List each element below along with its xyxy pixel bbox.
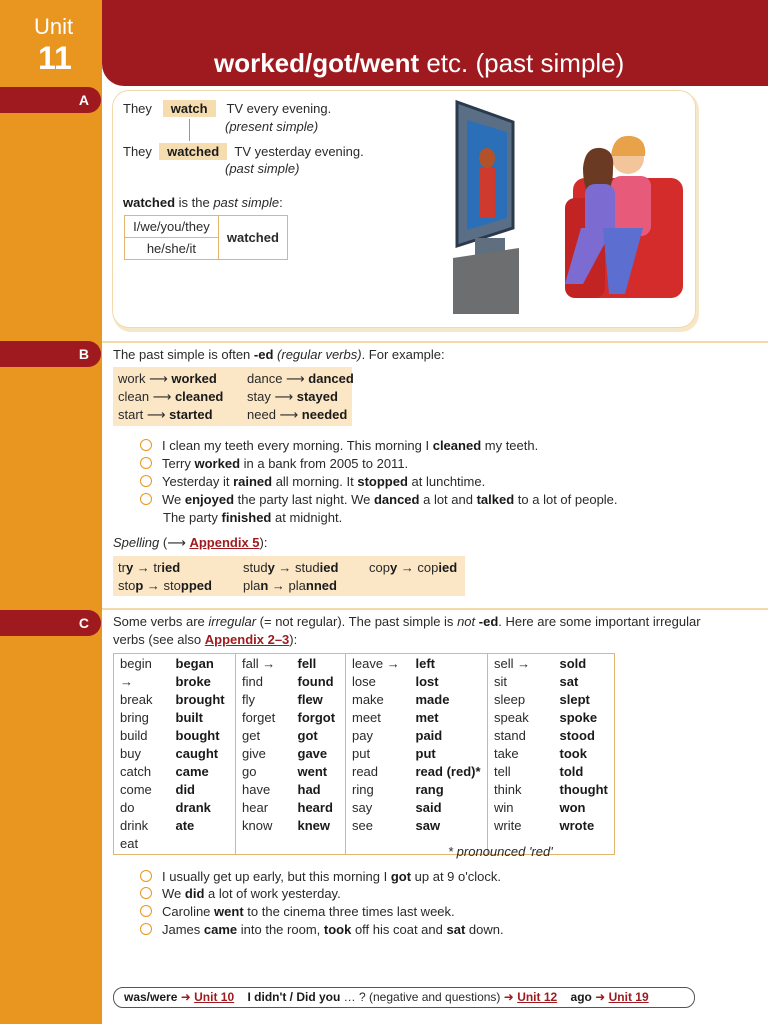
unit-number: 11 bbox=[38, 40, 72, 76]
past-verb: met bbox=[415, 710, 439, 725]
base-verb: leave → bbox=[352, 656, 400, 671]
section-b-tag: B bbox=[0, 341, 101, 367]
past-verb: gave bbox=[297, 746, 328, 761]
base-verb: make bbox=[352, 692, 384, 707]
past-verb: got bbox=[297, 728, 318, 743]
past-verb: drank bbox=[175, 800, 211, 815]
base-verb: fall → bbox=[242, 656, 276, 671]
past-verb: read (red)* bbox=[415, 764, 481, 779]
past-verb: caught bbox=[175, 746, 219, 761]
past-verb-column bbox=[170, 654, 236, 855]
past-verb: left bbox=[415, 656, 435, 671]
section-b-divider bbox=[102, 341, 768, 343]
past-verb: wrote bbox=[559, 818, 595, 833]
example-sentence: We enjoyed the party last night. We danced a lot and talked to a lot of people. bbox=[140, 492, 618, 507]
past-verb: bought bbox=[175, 728, 220, 743]
section-b-intro: The past simple is often -ed (regular verbs). For example: bbox=[113, 347, 445, 362]
past-verb: sold bbox=[559, 656, 587, 671]
example-sentence: We did a lot of work yesterday. bbox=[140, 886, 341, 901]
past-verb: thought bbox=[559, 782, 608, 797]
past-verb: did bbox=[175, 782, 195, 797]
section-a-box: They watch TV every evening. (present simple) They watched TV yesterday evening. (past simple) watched is the past simple: I/we/you/they watched he/she/it bbox=[113, 91, 695, 327]
past-verb: won bbox=[559, 800, 586, 815]
base-verb: come bbox=[120, 782, 152, 797]
past-verb: slept bbox=[559, 692, 590, 707]
past-verb-column bbox=[292, 654, 346, 855]
base-verb: have bbox=[242, 782, 271, 797]
base-verb: lose bbox=[352, 674, 376, 689]
section-c-intro: Some verbs are irregular (= not regular). The past simple is not -ed. Here are some important irregular bbox=[113, 614, 701, 629]
title-bar bbox=[102, 0, 768, 86]
base-verb: catch bbox=[120, 764, 152, 779]
base-verb: sit bbox=[494, 674, 507, 689]
past-verb: began bbox=[175, 656, 214, 671]
base-verb: ring bbox=[352, 782, 374, 797]
example-sentence: I clean my teeth every morning. This morning I cleaned my teeth. bbox=[140, 438, 538, 453]
spelling-label: Spelling (⟶ Appendix 5): bbox=[113, 535, 268, 550]
past-verb: ate bbox=[175, 818, 195, 833]
base-verb: speak bbox=[494, 710, 529, 725]
base-verb: stand bbox=[494, 728, 526, 743]
base-verb: eat bbox=[120, 836, 139, 851]
past-verb: knew bbox=[297, 818, 331, 833]
section-a-tag: A bbox=[0, 87, 101, 113]
past-verb-column bbox=[410, 654, 488, 855]
watched-sentence: They watched TV yesterday evening. bbox=[123, 144, 364, 159]
past-verb: put bbox=[415, 746, 436, 761]
base-verb: tell bbox=[494, 764, 511, 779]
base-verb-column bbox=[488, 654, 554, 855]
base-verb: fly bbox=[242, 692, 255, 707]
past-verb: went bbox=[297, 764, 328, 779]
example-sentence: James came into the room, took off his coat and sat down. bbox=[140, 922, 504, 937]
section-c-divider bbox=[102, 608, 768, 610]
unit-12-link[interactable]: Unit 12 bbox=[517, 990, 558, 1004]
irregular-verbs-table bbox=[113, 653, 615, 855]
past-verb: saw bbox=[415, 818, 441, 833]
connector-line bbox=[189, 119, 190, 141]
past-verb: sat bbox=[559, 674, 579, 689]
past-verb: came bbox=[175, 764, 209, 779]
base-verb: buy bbox=[120, 746, 141, 761]
example-sentence: Caroline went to the cinema three times last week. bbox=[140, 904, 455, 919]
base-verb: forget bbox=[242, 710, 276, 725]
base-verb: begin → bbox=[120, 656, 152, 689]
base-verb: put bbox=[352, 746, 371, 761]
pronunciation-note: * pronounced 'red' bbox=[448, 844, 553, 859]
unit-19-link[interactable]: Unit 19 bbox=[608, 990, 649, 1004]
base-verb: think bbox=[494, 782, 522, 797]
example-sentence: Yesterday it rained all morning. It stopped at lunchtime. bbox=[140, 474, 485, 489]
past-verb: paid bbox=[415, 728, 443, 743]
past-verb: heard bbox=[297, 800, 333, 815]
unit-label: Unit bbox=[34, 14, 74, 39]
appendix-2-3-link[interactable]: Appendix 2–3 bbox=[204, 632, 290, 647]
past-verb: made bbox=[415, 692, 450, 707]
base-verb: meet bbox=[352, 710, 381, 725]
base-verb: hear bbox=[242, 800, 269, 815]
example-sentence: I usually get up early, but this morning I got up at 9 o'clock. bbox=[140, 869, 501, 884]
base-verb: take bbox=[494, 746, 519, 761]
base-verb: pay bbox=[352, 728, 373, 743]
base-verb-column bbox=[346, 654, 410, 855]
page-title: worked/got/went etc. (past simple) bbox=[214, 48, 625, 78]
base-verb: do bbox=[120, 800, 135, 815]
past-verb: said bbox=[415, 800, 442, 815]
example-sentence: The party finished at midnight. bbox=[163, 510, 343, 525]
past-simple-table: I/we/you/they watched he/she/it bbox=[124, 215, 288, 260]
past-verb: built bbox=[175, 710, 203, 725]
base-verb: sell → bbox=[494, 656, 531, 671]
base-verb: give bbox=[242, 746, 266, 761]
base-verb-column bbox=[236, 654, 292, 855]
past-verb: had bbox=[297, 782, 321, 797]
past-verb: took bbox=[559, 746, 587, 761]
section-c-tag: C bbox=[0, 610, 101, 636]
base-verb: drink bbox=[120, 818, 149, 833]
base-verb: sleep bbox=[494, 692, 526, 707]
base-verb: find bbox=[242, 674, 263, 689]
past-verb: spoke bbox=[559, 710, 598, 725]
past-verb: fell bbox=[297, 656, 317, 671]
base-verb: write bbox=[494, 818, 522, 833]
base-verb: say bbox=[352, 800, 373, 815]
past-verb: stood bbox=[559, 728, 595, 743]
past-verb: found bbox=[297, 674, 334, 689]
unit-sidebar bbox=[0, 0, 102, 1024]
example-sentence: Terry worked in a bank from 2005 to 2011. bbox=[140, 456, 408, 471]
past-verb: flew bbox=[297, 692, 323, 707]
past-verb: told bbox=[559, 764, 584, 779]
past-verb-column bbox=[554, 654, 615, 855]
base-verb: bring bbox=[120, 710, 149, 725]
cross-reference-footer: was/were ➜ Unit 10 I didn't / Did you … ? (negative and questions) ➜ Unit 12 ago ➜ Unit 19 bbox=[113, 987, 695, 1008]
past-verb: forgot bbox=[297, 710, 336, 725]
past-verb: rang bbox=[415, 782, 444, 797]
unit-10-link[interactable]: Unit 10 bbox=[194, 990, 235, 1004]
tv-couple-illustration bbox=[453, 98, 685, 314]
past-verb: broke bbox=[175, 674, 211, 689]
base-verb: go bbox=[242, 764, 257, 779]
base-verb: know bbox=[242, 818, 273, 833]
base-verb: win bbox=[494, 800, 514, 815]
base-verb: build bbox=[120, 728, 148, 743]
base-verb-column bbox=[114, 654, 170, 855]
past-verb: lost bbox=[415, 674, 439, 689]
base-verb: get bbox=[242, 728, 261, 743]
watch-sentence: They watch TV every evening. bbox=[123, 101, 332, 116]
base-verb: read bbox=[352, 764, 379, 779]
base-verb: see bbox=[352, 818, 373, 833]
past-verb: brought bbox=[175, 692, 225, 707]
base-verb: break bbox=[120, 692, 153, 707]
appendix-5-link[interactable]: Appendix 5 bbox=[189, 535, 260, 550]
